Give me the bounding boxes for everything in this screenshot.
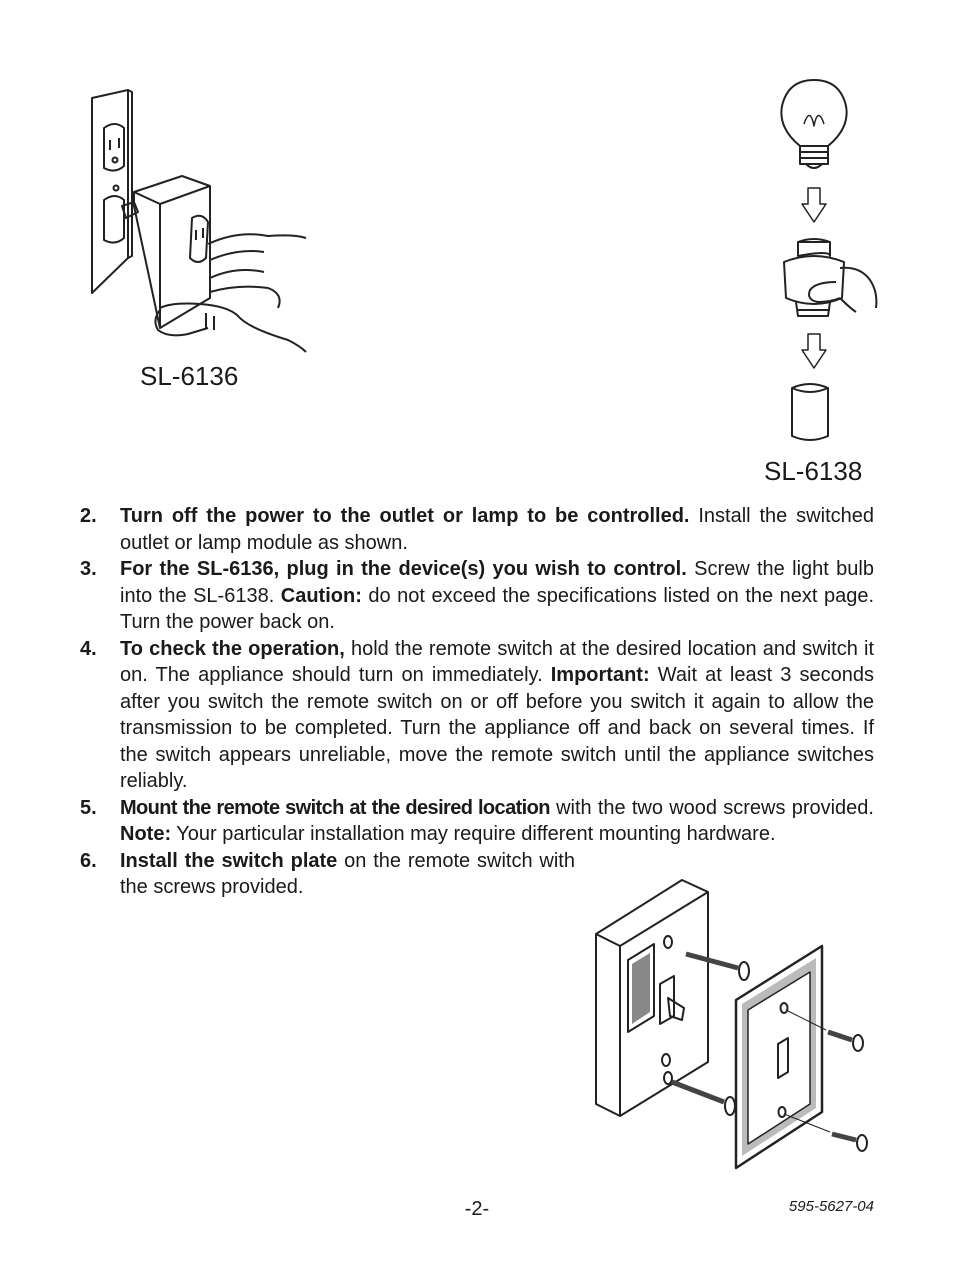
step-note-label: Note: bbox=[120, 823, 172, 845]
step-4 bbox=[80, 636, 874, 795]
switch-plate-illustration bbox=[590, 876, 880, 1172]
step-2 bbox=[80, 503, 874, 556]
step-important-label: Important: bbox=[550, 664, 650, 686]
step-number: 3. bbox=[80, 558, 97, 580]
step-caution-label: Caution: bbox=[280, 584, 362, 607]
step-lead: Mount the remote switch at the desired location bbox=[120, 796, 550, 819]
outlet-module-illustration bbox=[88, 88, 310, 358]
lamp-module-caption: SL-6138 bbox=[764, 456, 863, 486]
page-number: -2- bbox=[464, 1198, 490, 1220]
step-text: Install the switched outlet or lamp module as shown. bbox=[120, 505, 874, 554]
document-code: 595-5627-04 bbox=[788, 1198, 874, 1215]
outlet-module-caption: SL-6136 bbox=[140, 361, 239, 391]
step-lead: For the SL-6136, plug in the device(s) you wish to control. bbox=[120, 558, 687, 580]
step-lead: Turn off the power to the outlet or lamp to be controlled. bbox=[120, 505, 690, 527]
step-number: 6. bbox=[80, 849, 97, 872]
step-text: Screw the light bulb into the SL-6138. bbox=[120, 558, 874, 607]
step-3 bbox=[80, 556, 874, 636]
step-text: with the two wood screws provided. bbox=[549, 796, 874, 819]
step-text: on the remote switch with the screws provided. bbox=[120, 849, 575, 898]
instruction-list bbox=[80, 503, 874, 901]
step-text: do not exceed the specifications listed on the next page. Turn the power back on. bbox=[120, 584, 874, 633]
step-lead: To check the operation, bbox=[120, 637, 345, 660]
step-lead: Install the switch plate bbox=[120, 849, 338, 872]
step-number: 5. bbox=[80, 796, 97, 819]
step-text: hold the remote switch at the desired location and switch it on. The appliance should turn on immediately. bbox=[120, 637, 875, 686]
step-6 bbox=[80, 848, 575, 901]
step-text: Your particular installation may require different mounting hardware. bbox=[171, 823, 776, 845]
step-5 bbox=[80, 795, 874, 848]
step-number: 2. bbox=[80, 505, 97, 527]
step-number: 4. bbox=[80, 637, 97, 660]
lamp-module-illustration bbox=[770, 76, 880, 448]
step-text: Wait at least 3 seconds after you switch the remote switch on or off before you switch it again to allow the transmission to be completed. Turn the appliance off and back on several times. If the switch appears unreliable, move the remote switch until the appliance switches reliably. bbox=[120, 664, 874, 792]
